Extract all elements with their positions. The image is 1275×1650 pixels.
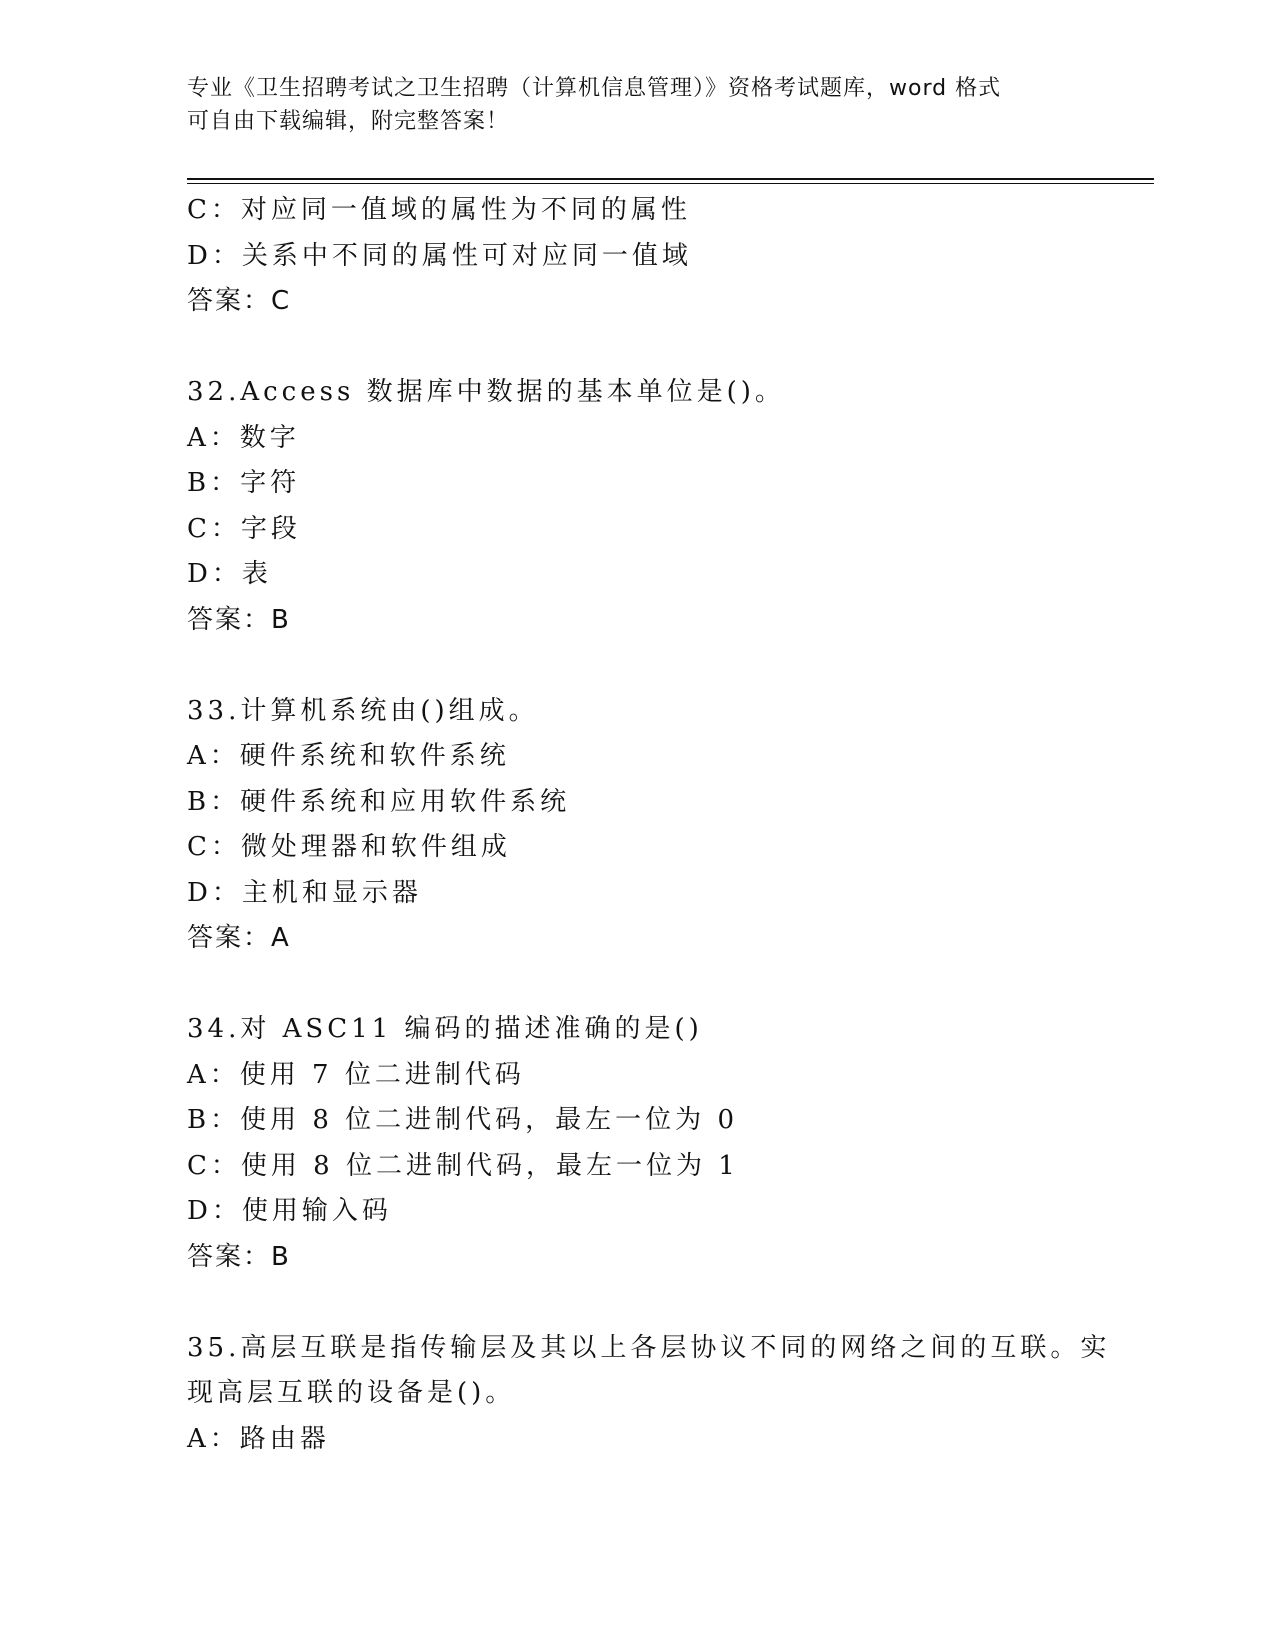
question-stem: 34.对 ASC11 编码的描述准确的是() (187, 1014, 703, 1044)
question-32 (187, 370, 1077, 643)
option-a: A：硬件系统和软件系统 (187, 741, 510, 771)
option-a: A：数字 (187, 422, 300, 453)
answer: 答案：A (187, 923, 291, 953)
spacer (187, 325, 1077, 371)
answer: 答案：C (187, 286, 292, 316)
question-stem: 32.Access 数据库中数据的基本单位是()。 (187, 377, 785, 407)
document-header (187, 72, 1067, 138)
option-a: A：使用 7 位二进制代码 (187, 1059, 525, 1090)
answer: 答案：B (187, 1241, 291, 1272)
question-stem-line-2: 现高层互联的设备是()。 (187, 1378, 516, 1408)
spacer (187, 643, 1077, 689)
question-33 (187, 689, 1077, 962)
answer: 答案：B (187, 604, 291, 635)
option-d: D：关系中不同的属性可对应同一值域 (187, 240, 692, 271)
option-b: B：硬件系统和应用软件系统 (187, 786, 571, 817)
header-line-2: 可自由下载编辑，附完整答案！ (187, 109, 510, 134)
option-d: D：表 (187, 559, 272, 589)
option-b: B：使用 8 位二进制代码，最左一位为 0 (187, 1105, 738, 1135)
option-a: A：路由器 (187, 1423, 330, 1454)
option-d: D：使用输入码 (187, 1196, 392, 1226)
option-d: D：主机和显示器 (187, 877, 422, 908)
option-c: C：对应同一值域的属性为不同的属性 (187, 195, 691, 225)
option-c: C：字段 (187, 513, 301, 544)
question-stem-line-1: 35.高层互联是指传输层及其以上各层协议不同的网络之间的互联。实 (187, 1332, 1111, 1363)
question-35 (187, 1326, 1111, 1463)
header-line-1: 专业《卫生招聘考试之卫生招聘（计算机信息管理）》资格考试题库，word 格式 (187, 76, 1002, 101)
option-c: C：微处理器和软件组成 (187, 832, 511, 862)
question-31-partial (187, 188, 1077, 325)
question-list (187, 188, 1111, 1462)
spacer (187, 962, 1077, 1008)
spacer (187, 1280, 1077, 1326)
header-rule-thin (187, 183, 1154, 184)
question-stem: 33.计算机系统由()组成。 (187, 695, 539, 726)
question-34 (187, 1007, 1077, 1280)
option-b: B：字符 (187, 468, 301, 498)
option-c: C：使用 8 位二进制代码，最左一位为 1 (187, 1150, 739, 1181)
header-rule-thick (187, 178, 1154, 180)
